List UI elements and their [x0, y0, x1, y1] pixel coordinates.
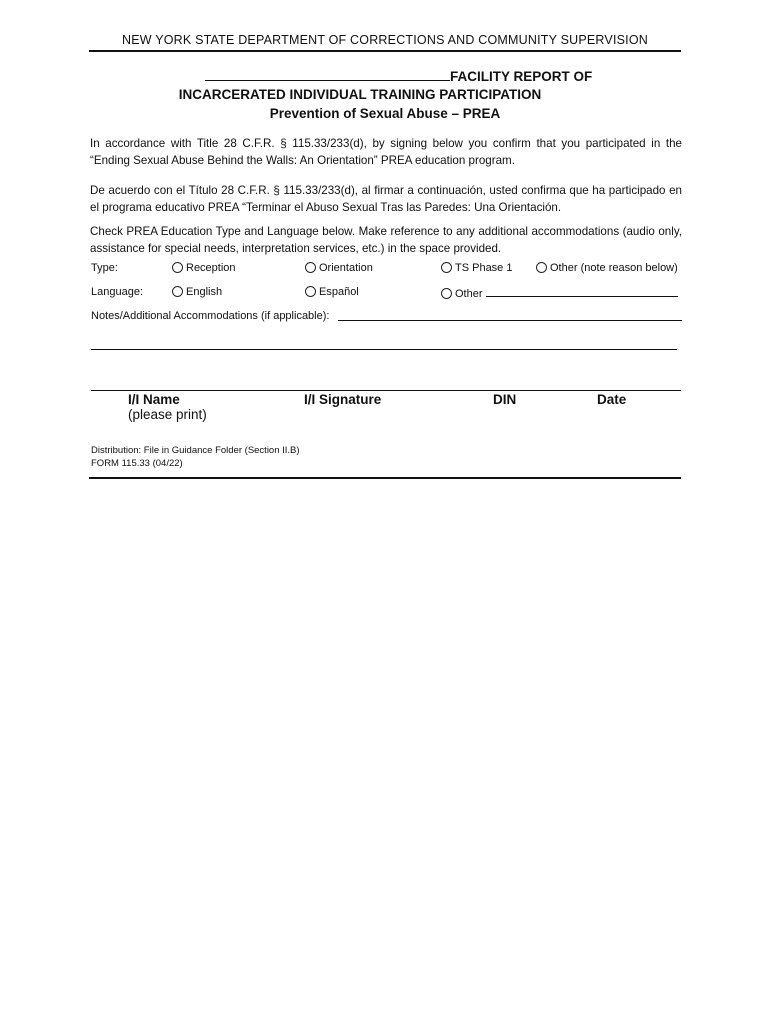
- option-label: English: [186, 286, 223, 298]
- type-option-reception[interactable]: [172, 262, 236, 274]
- name-label: I/I Name: [128, 392, 180, 407]
- notes-field-line1[interactable]: [338, 320, 682, 321]
- radio-circle-icon[interactable]: [172, 262, 183, 273]
- bottom-rule: [89, 477, 681, 479]
- radio-circle-icon[interactable]: [305, 262, 316, 273]
- din-label: DIN: [493, 392, 517, 407]
- form-title-line3: Prevention of Sexual Abuse – PREA: [269, 106, 501, 121]
- notes-label: Notes/Additional Accommodations (if applicable):: [91, 310, 330, 322]
- option-label: Other (note reason below): [550, 262, 678, 274]
- option-label: Reception: [186, 262, 236, 274]
- paragraph-spanish: De acuerdo con el Título 28 C.F.R. § 115.33/233(d), al firmar a continuación, usted confirma que ha participado en el programa educativo PREA “Terminar el Abuso Sexual Tras las Paredes: Una Orientación.: [90, 184, 682, 214]
- signature-label: I/I Signature: [304, 392, 382, 407]
- language-option-other[interactable]: [441, 286, 678, 300]
- facility-name-blank[interactable]: [205, 68, 450, 81]
- type-option-orientation[interactable]: [305, 262, 373, 274]
- form-title-line1: [205, 68, 592, 84]
- radio-circle-icon[interactable]: [172, 286, 183, 297]
- option-label: Español: [319, 286, 359, 298]
- name-sublabel: (please print): [128, 407, 207, 422]
- option-label: Other: [455, 288, 483, 300]
- language-other-field[interactable]: [486, 286, 678, 297]
- option-label: Orientation: [319, 262, 373, 274]
- language-label: Language:: [91, 286, 143, 298]
- paragraph-instructions: Check PREA Education Type and Language below. Make reference to any additional accommodations (audio only, assistance for special needs, interpretation services, etc.) in the space provided.: [90, 225, 682, 255]
- paragraph-english: In accordance with Title 28 C.F.R. § 115.33/233(d), by signing below you confirm that you participated in the “Ending Sexual Abuse Behind the Walls: An Orientation” PREA education program.: [90, 137, 682, 167]
- notes-field-line2[interactable]: [91, 349, 677, 350]
- form-number: FORM 115.33 (04/22): [91, 458, 183, 469]
- radio-circle-icon[interactable]: [441, 288, 452, 299]
- radio-circle-icon[interactable]: [536, 262, 547, 273]
- radio-circle-icon[interactable]: [305, 286, 316, 297]
- language-option-english[interactable]: [172, 286, 222, 298]
- distribution-note: Distribution: File in Guidance Folder (Section II.B): [91, 445, 300, 456]
- language-option-espanol[interactable]: [305, 286, 359, 298]
- title-line1-text: FACILITY REPORT OF: [450, 69, 593, 84]
- top-rule: [89, 50, 681, 52]
- date-label: Date: [597, 392, 627, 407]
- signature-line[interactable]: [91, 390, 681, 391]
- radio-circle-icon[interactable]: [441, 262, 452, 273]
- type-label: Type:: [91, 262, 118, 274]
- form-title-line2: INCARCERATED INDIVIDUAL TRAINING PARTICIPATION: [178, 87, 542, 102]
- type-option-other[interactable]: [536, 262, 678, 274]
- option-label: TS Phase 1: [455, 262, 513, 274]
- agency-header: NEW YORK STATE DEPARTMENT OF CORRECTIONS AND COMMUNITY SUPERVISION: [122, 33, 648, 47]
- type-option-ts-phase-1[interactable]: [441, 262, 512, 274]
